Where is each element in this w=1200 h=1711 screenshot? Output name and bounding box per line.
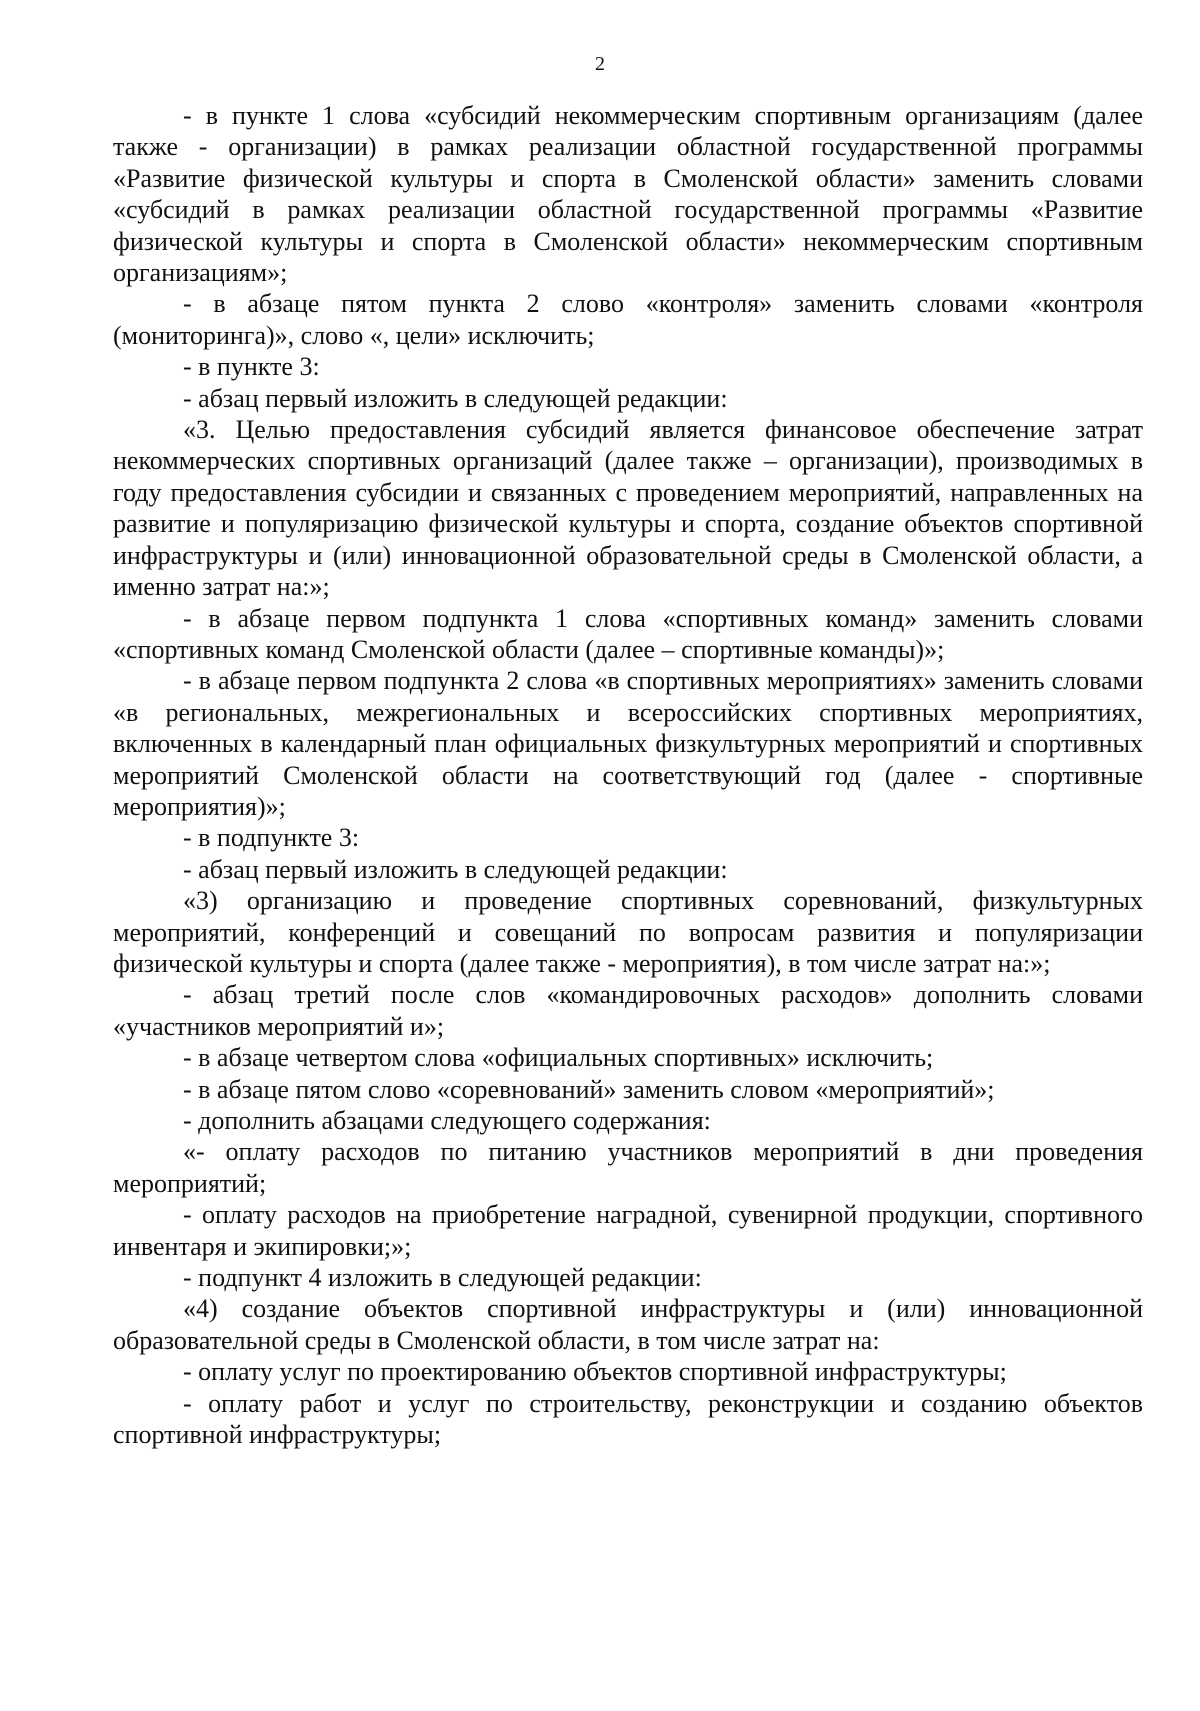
paragraph: - абзац первый изложить в следующей редакции: [183, 854, 728, 884]
paragraph: - оплату услуг по проектированию объектов спортивной инфраструктуры; [183, 1357, 1007, 1387]
paragraph: - подпункт 4 изложить в следующей редакции: [183, 1263, 702, 1293]
page-number: 2 [595, 53, 605, 75]
paragraph: «4) создание объектов спортивной инфраструктуры и (или) инновационной образовательной среды в Смоленской области, в том числе затрат на: [113, 1294, 1143, 1355]
document-body [113, 100, 1143, 1450]
paragraph: - в абзаце четвертом слова «официальных спортивных» исключить; [183, 1043, 934, 1073]
paragraph: - абзац первый изложить в следующей редакции: [183, 383, 728, 413]
paragraph: - оплату расходов на приобретение наградной, сувенирной продукции, спортивного инвентаря и экипировки;»; [113, 1200, 1143, 1261]
paragraph: - абзац третий после слов «командировочных расходов» дополнить словами «участников мероприятий и»; [113, 980, 1143, 1041]
paragraph: - в пункте 3: [183, 352, 320, 382]
paragraph: «- оплату расходов по питанию участников мероприятий в дни проведения мероприятий; [113, 1137, 1143, 1198]
paragraph: - дополнить абзацами следующего содержания: [183, 1106, 711, 1135]
paragraph: - оплату работ и услуг по строительству, реконструкции и созданию объектов спортивной инфраструктуры; [113, 1388, 1143, 1450]
paragraph: - в абзаце пятом пункта 2 слово «контроля» заменить словами «контроля (мониторинга)», слово «, цели» исключить; [113, 289, 1143, 350]
paragraph: - в абзаце первом подпункта 2 слова «в спортивных мероприятиях» заменить словами «в региональных, межрегиональных и всероссийских спортивных мероприятиях, включенных в календарный план официальных физкультурных мероприятий и спортивных мероприятий Смоленской области на соответствующий год (далее - спортивные мероприятия)»; [113, 666, 1143, 821]
paragraph: «3) организацию и проведение спортивных соревнований, физкультурных мероприятий, конференций и совещаний по вопросам развития и популяризации физической культуры и спорта (далее также - мероприятия), в том числе затрат на:»; [113, 886, 1143, 978]
paragraph: «3. Целью предоставления субсидий является финансовое обеспечение затрат некоммерческих спортивных организаций (далее также – организации), производимых в году предоставления субсидии и связанных с проведением мероприятий, направленных на развитие и популяризацию физической культуры и спорта, создание объектов спортивной инфраструктуры и (или) инновационной образовательной среды в Смоленской области, а именно затрат на:»; [113, 415, 1143, 602]
paragraph: - в подпункте 3: [183, 823, 360, 853]
paragraph: - в пункте 1 слова «субсидий некоммерческим спортивным организациям (далее также - организации) в рамках реализации областной государственной программы «Развитие физической культуры и спорта в Смоленской области» заменить словами «субсидий в рамках реализации областной государственной программы «Развитие физической культуры и спорта в Смоленской области» некоммерческим спортивным организациям»; [113, 101, 1143, 288]
paragraph: - в абзаце пятом слово «соревнований» заменить словом «мероприятий»; [183, 1074, 995, 1104]
paragraph: - в абзаце первом подпункта 1 слова «спортивных команд» заменить словами «спортивных команд Смоленской области (далее – спортивные команды)»; [113, 603, 1143, 664]
